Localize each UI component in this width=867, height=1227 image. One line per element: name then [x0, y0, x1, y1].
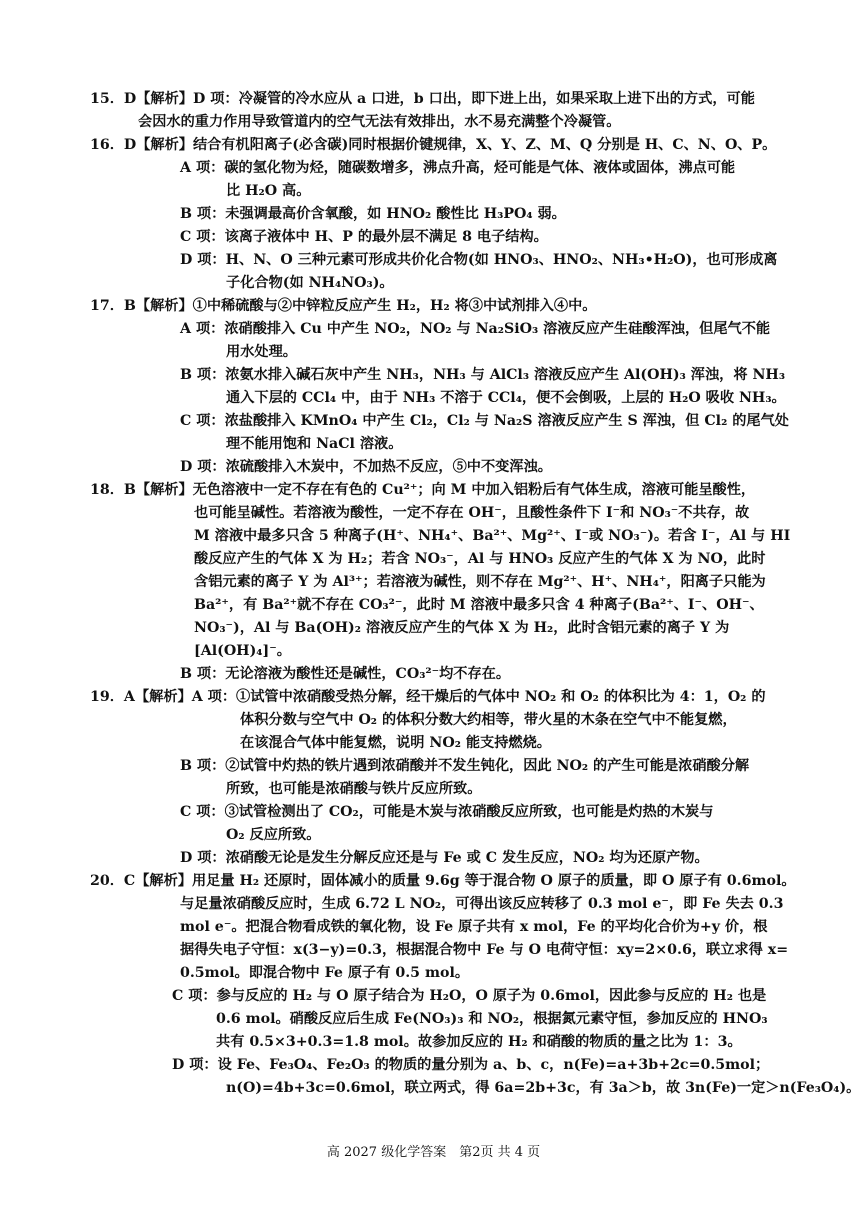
q18-line6: Ba²⁺，有 Ba²⁺就不存在 CO₃²⁻，此时 M 溶液中最多只含 4 种离子(Ba²⁺、I⁻、OH⁻、	[194, 597, 764, 613]
q17-c-line2: 理不能用饱和 NaCl 溶液。	[226, 436, 403, 452]
q19-b-line2: 所致，也可能是浓硝酸与铁片反应所致。	[226, 781, 482, 797]
q18-line5: 含铝元素的离子 Y 为 Al³⁺；若溶液为碱性，则不存在 Mg²⁺、H⁺、NH₄⁺，阳离子只能为	[194, 574, 766, 590]
q18-line8: [Al(OH)₄]⁻。	[194, 643, 291, 659]
q19-d: D 项：浓硝酸无论是发生分解反应还是与 Fe 或 C 发生反应，NO₂ 均为还原产物。	[180, 850, 709, 866]
q16-line1: 16．D【解析】结合有机阳离子(必含碳)同时根据价键规律，X、Y、Z、M、Q 分别是 H、C、N、O、P。	[90, 137, 777, 153]
q19-c-line1: C 项：③试管检测出了 CO₂，可能是木炭与浓硝酸反应所致，也可能是灼热的木炭与	[180, 804, 714, 820]
q20-line2: 与足量浓硝酸反应时，生成 6.72 L NO₂，可得出该反应转移了 0.3 mol e⁻，即 Fe 失去 0.3	[180, 896, 784, 912]
q17-b-line1: B 项：浓氨水排入碱石灰中产生 NH₃，NH₃ 与 AlCl₃ 溶液反应产生 Al(OH)₃ 浑浊，将 NH₃	[180, 367, 786, 383]
q18-line4: 酸反应产生的气体 X 为 H₂；若含 NO₃⁻，Al 与 HNO₃ 反应产生的气体 X 为 NO，此时	[194, 551, 766, 567]
q18-line1: 18．B【解析】无色溶液中一定不存在有色的 Cu²⁺；向 M 中加入铝粉后有气体生成，溶液可能呈酸性，	[90, 482, 756, 498]
q17-a-line1: A 项：浓硝酸排入 Cu 中产生 NO₂，NO₂ 与 Na₂SiO₃ 溶液反应产生硅酸浑浊，但尾气不能	[180, 321, 771, 337]
q20-line3: mol e⁻。把混合物看成铁的氧化物，设 Fe 原子共有 x mol，Fe 的平均化合价为+y 价，根	[180, 919, 768, 935]
q17-line1: 17．B【解析】①中稀硫酸与②中锌粒反应产生 H₂，H₂ 将③中试剂排入④中。	[90, 298, 597, 314]
q16-a-line2: 比 H₂O 高。	[226, 183, 311, 199]
q19-line1: 19．A【解析】A 项：①试管中浓硝酸受热分解，经干燥后的气体中 NO₂ 和 O₂ 的体积比为 4：1，O₂ 的	[90, 689, 766, 705]
q19-a-line2: 体积分数与空气中 O₂ 的体积分数大约相等，带火星的木条在空气中不能复燃，	[240, 712, 737, 728]
q15-line1: 15．D【解析】D 项：冷凝管的冷水应从 a 口进，b 口出，即下进上出，如果采取上进下出的方式，可能	[90, 91, 755, 107]
q16-d-line2: 子化合物(如 NH₄NO₃)。	[226, 275, 394, 291]
q17-b-line2: 通入下层的 CCl₄ 中，由于 NH₃ 不溶于 CCl₄，便不会倒吸，上层的 H₂O 吸收 NH₃。	[226, 390, 786, 406]
q15-line2: 会因水的重力作用导致管道内的空气无法有效排出，水不易充满整个冷凝管。	[138, 114, 621, 130]
q17-c-line1: C 项：浓盐酸排入 KMnO₄ 中产生 Cl₂，Cl₂ 与 Na₂S 溶液反应产生 S 浑浊，但 Cl₂ 的尾气处	[180, 413, 789, 429]
q19-c-line2: O₂ 反应所致。	[226, 827, 321, 843]
q16-c: C 项：该离子液体中 H、P 的最外层不满足 8 电子结构。	[180, 229, 548, 245]
q17-a-line2: 用水处理。	[226, 344, 297, 360]
page-footer: 高 2027 级化学答案 第2页 共 4 页	[326, 1145, 541, 1160]
q20-c-line1: C 项：参与反应的 H₂ 与 O 原子结合为 H₂O，O 原子为 0.6mol，因此参与反应的 H₂ 也是	[172, 988, 767, 1004]
q19-b-line1: B 项：②试管中灼热的铁片遇到浓硝酸并不发生钝化，因此 NO₂ 的产生可能是浓硝酸分解	[180, 758, 750, 774]
q20-line5: 0.5mol。即混合物中 Fe 原子有 0.5 mol。	[180, 965, 470, 981]
q18-b: B 项：无论溶液为酸性还是碱性，CO₃²⁻均不存在。	[180, 666, 511, 682]
q16-d-line1: D 项：H、N、O 三种元素可形成共价化合物(如 HNO₃、HNO₂、NH₃•H₂O)，也可形成离	[180, 252, 778, 268]
q20-d-line1: D 项：设 Fe、Fe₃O₄、Fe₂O₃ 的物质的量分别为 a、b、c，n(Fe)=a+3b+2c=0.5mol；	[172, 1057, 770, 1073]
q20-d-line2: n(O)=4b+3c=0.6mol，联立两式，得 6a=2b+3c，有 3a＞b，故 3n(Fe)一定＞n(Fe₃O₄)。	[226, 1080, 861, 1096]
q20-c-line3: 共有 0.5×3+0.3=1.8 mol。故参加反应的 H₂ 和硝酸的物质的量之比为 1：3。	[216, 1034, 742, 1050]
q17-d: D 项：浓硫酸排入木炭中，不加热不反应，⑤中不变浑浊。	[180, 459, 552, 475]
q19-a-line3: 在该混合气体中能复燃，说明 NO₂ 能支持燃烧。	[240, 735, 551, 751]
q16-a-line1: A 项：碳的氢化物为烃，随碳数增多，沸点升高，烃可能是气体、液体或固体，沸点可能	[180, 160, 736, 176]
q18-line7: NO₃⁻)，Al 与 Ba(OH)₂ 溶液反应产生的气体 X 为 H₂，此时含铝元素的离子 Y 为	[194, 620, 730, 636]
q18-line2: 也可能呈碱性。若溶液为酸性，一定不存在 OH⁻，且酸性条件下 I⁻和 NO₃⁻不共存，故	[194, 505, 750, 521]
q16-b: B 项：未强调最高价含氧酸，如 HNO₂ 酸性比 H₃PO₄ 弱。	[180, 206, 566, 222]
q18-line3: M 溶液中最多只含 5 种离子(H⁺、NH₄⁺、Ba²⁺、Mg²⁺、I⁻或 NO₃⁻)。若含 I⁻，Al 与 HI	[194, 528, 791, 544]
q20-line4: 据得失电子守恒：x(3−y)=0.3，根据混合物中 Fe 与 O 电荷守恒：xy=2×0.6，联立求得 x=	[180, 942, 789, 958]
q20-line1: 20．C【解析】用足量 H₂ 还原时，固体减小的质量 9.6g 等于混合物 O 原子的质量，即 O 原子有 0.6mol。	[90, 873, 796, 889]
q20-c-line2: 0.6 mol。硝酸反应后生成 Fe(NO₃)₃ 和 NO₂，根据氮元素守恒，参加反应的 HNO₃	[216, 1011, 768, 1027]
